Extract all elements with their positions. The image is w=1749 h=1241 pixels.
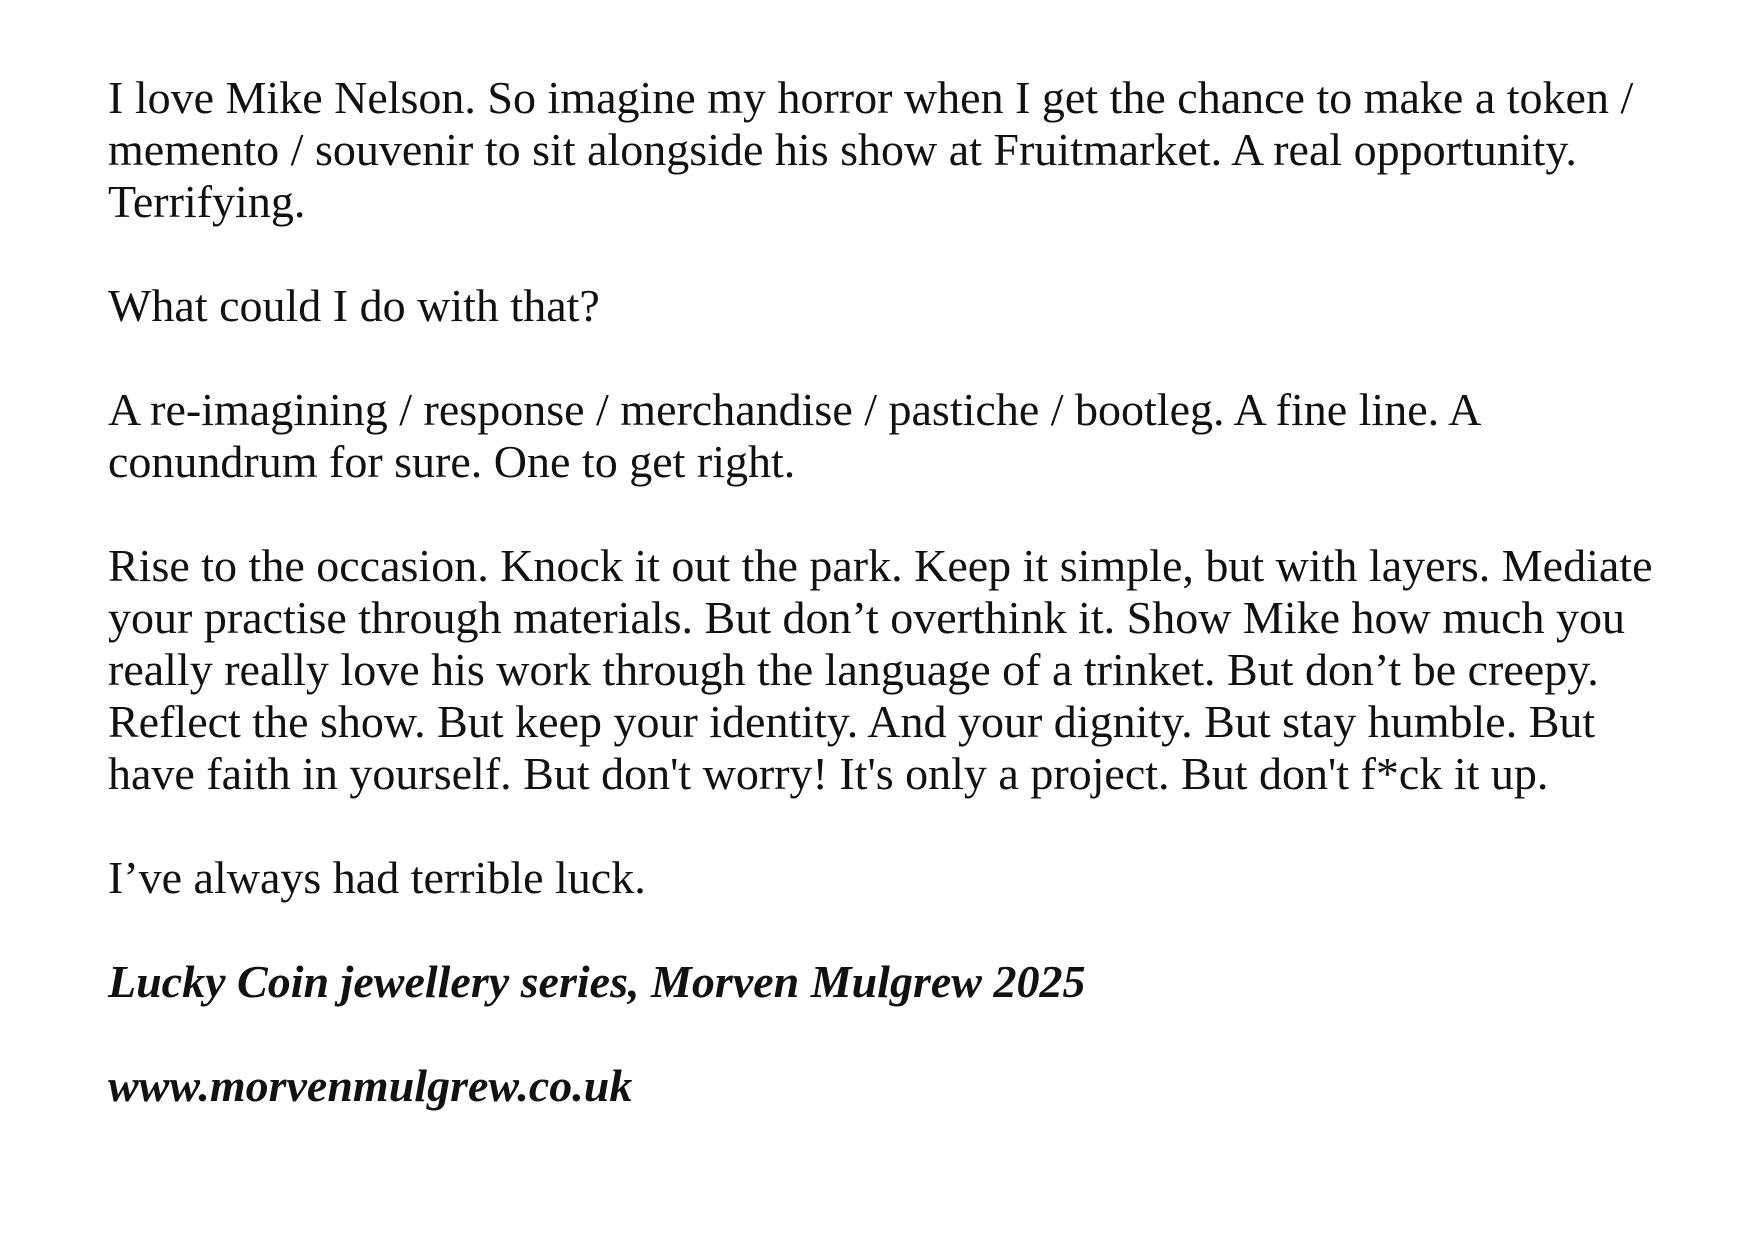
paragraph-advice: Rise to the occasion. Knock it out the park. Keep it simple, but with layers. Mediate your practise through materials. But don’t overthink it. Show Mike how much you really really love his work through the language of a trinket. But don’t be creepy. Reflect the show. But keep your identity. And your dignity. But stay humble. But have faith in yourself. But don't worry! It's only a project. But don't f*ck it up. bbox=[108, 540, 1653, 799]
paragraph-question: What could I do with that? bbox=[108, 280, 600, 331]
website-link[interactable]: www.morvenmulgrew.co.uk bbox=[108, 1060, 633, 1111]
paragraph-intro: I love Mike Nelson. So imagine my horror when I get the chance to make a token / memento / souvenir to sit alongside his show at Fruitmarket. A real opportunity. Terrifying. bbox=[108, 72, 1634, 227]
credit-line: Lucky Coin jewellery series, Morven Mulgrew 2025 bbox=[108, 956, 1086, 1007]
paragraph-reimagining: A re-imagining / response / merchandise / pastiche / bootleg. A fine line. A conundrum for sure. One to get right. bbox=[108, 384, 1479, 487]
paragraph-luck: I’ve always had terrible luck. bbox=[108, 852, 646, 903]
document-body bbox=[108, 72, 1668, 1112]
